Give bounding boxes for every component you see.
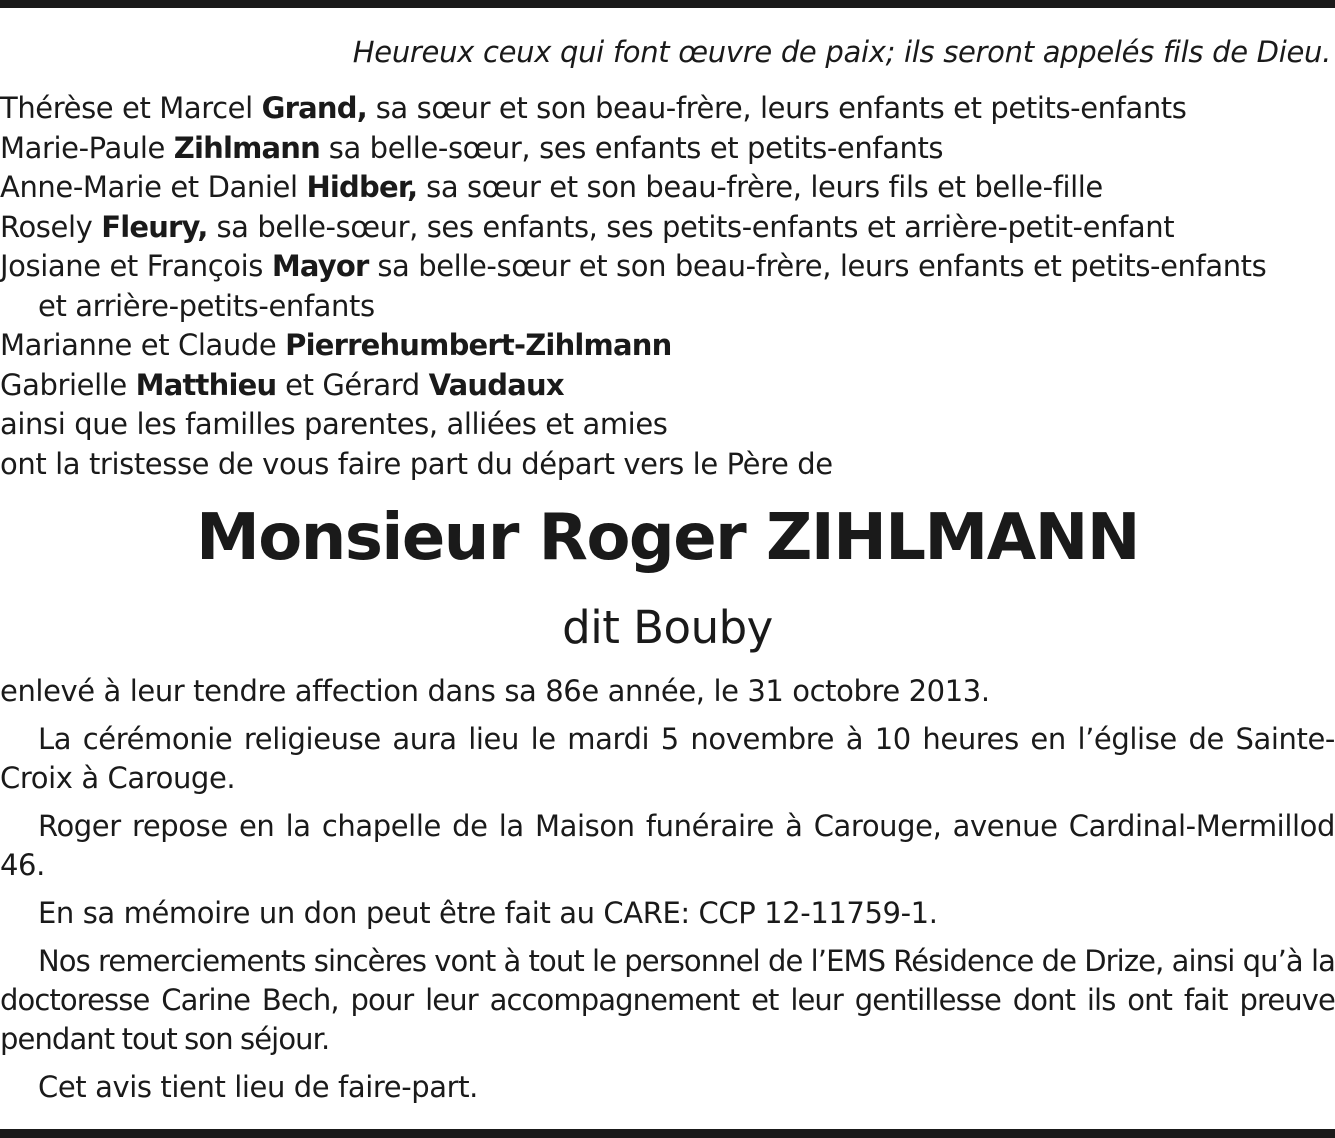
family-surname: Zihlmann [173,130,320,165]
family-line-prefix: Thérèse et Marcel [0,91,262,125]
family-line-prefix: Josiane et François [0,249,272,283]
family-line-extended: ainsi que les familles parentes, alliées et amies [0,407,668,441]
intro-paragraph: enlevé à leur tendre affection dans sa 86e année, le 31 octobre 2013. [0,674,990,708]
family-line-prefix: Marie-Paule [0,130,174,165]
family-line [0,208,1335,248]
family-line-suffix: sa belle-sœur et son beau-frère, leurs enfants et petits-enfants [368,249,1267,283]
bottom-rule [0,1129,1335,1138]
family-line [0,168,1335,208]
family-surname: Matthieu [135,367,277,402]
family-line-announcement: ont la tristesse de vous faire part du départ vers le Père de [0,446,833,481]
family-surname: Hidber, [306,170,418,204]
notice-body [0,672,1335,1116]
thanks-paragraph: Nos remerciements sincères vont à tout le personnel de l’EMS Résidence de Drize, ainsi qu’à la doctoresse Carine Bech, pour leur accompagnement et leur gentillesse dont ils ont fait preuve pendant tout son séjour. [0,944,1335,1056]
family-line-prefix: Gabrielle [0,367,136,402]
family-line-prefix: Rosely [0,209,102,244]
ceremony-paragraph: La cérémonie religieuse aura lieu le mardi 5 novembre à 10 heures en l’église de Sainte-Croix à Carouge. [0,722,1335,795]
family-line [0,326,1335,366]
family-line-prefix: Marianne et Claude [0,328,286,362]
rest-location-paragraph: Roger repose en la chapelle de la Maison funéraire à Carouge, avenue Cardinal-Mermillod 46. [0,809,1335,882]
family-line-prefix: Anne-Marie et Daniel [0,170,307,204]
donation-paragraph: En sa mémoire un don peut être fait au CARE: CCP 12-11759-1. [38,896,938,930]
family-surname: Grand, [261,91,367,125]
family-surname: Vaudaux [428,367,564,402]
deceased-nickname: dit Bouby [562,601,773,654]
family-line-suffix: sa sœur et son beau-frère, leurs fils et belle-fille [417,170,1103,204]
family-line-suffix: sa sœur et son beau-frère, leurs enfants et petits-enfants [366,91,1187,125]
epigraph-quote: Heureux ceux qui font œuvre de paix; ils seront appelés fils de Dieu. [352,35,1331,69]
family-surname: Pierrehumbert-Zihlmann [285,328,672,362]
family-line [0,129,1335,169]
family-line [0,247,1335,287]
family-surname: Fleury, [101,209,208,244]
top-rule [0,0,1335,8]
deceased-name: Monsieur Roger ZIHLMANN [196,501,1139,575]
family-line-continuation: et arrière-petits-enfants [38,288,375,323]
notice-paragraph: Cet avis tient lieu de faire-part. [38,1070,478,1104]
family-line-suffix: sa belle-sœur, ses enfants, ses petits-enfants et arrière-petit-enfant [207,209,1175,244]
family-surname: Mayor [271,249,369,283]
family-line [0,366,1335,406]
family-list [0,89,1335,484]
family-line [0,89,1335,129]
family-line-middle: et Gérard [276,367,429,402]
family-line-suffix: sa belle-sœur, ses enfants et petits-enfants [319,130,944,165]
